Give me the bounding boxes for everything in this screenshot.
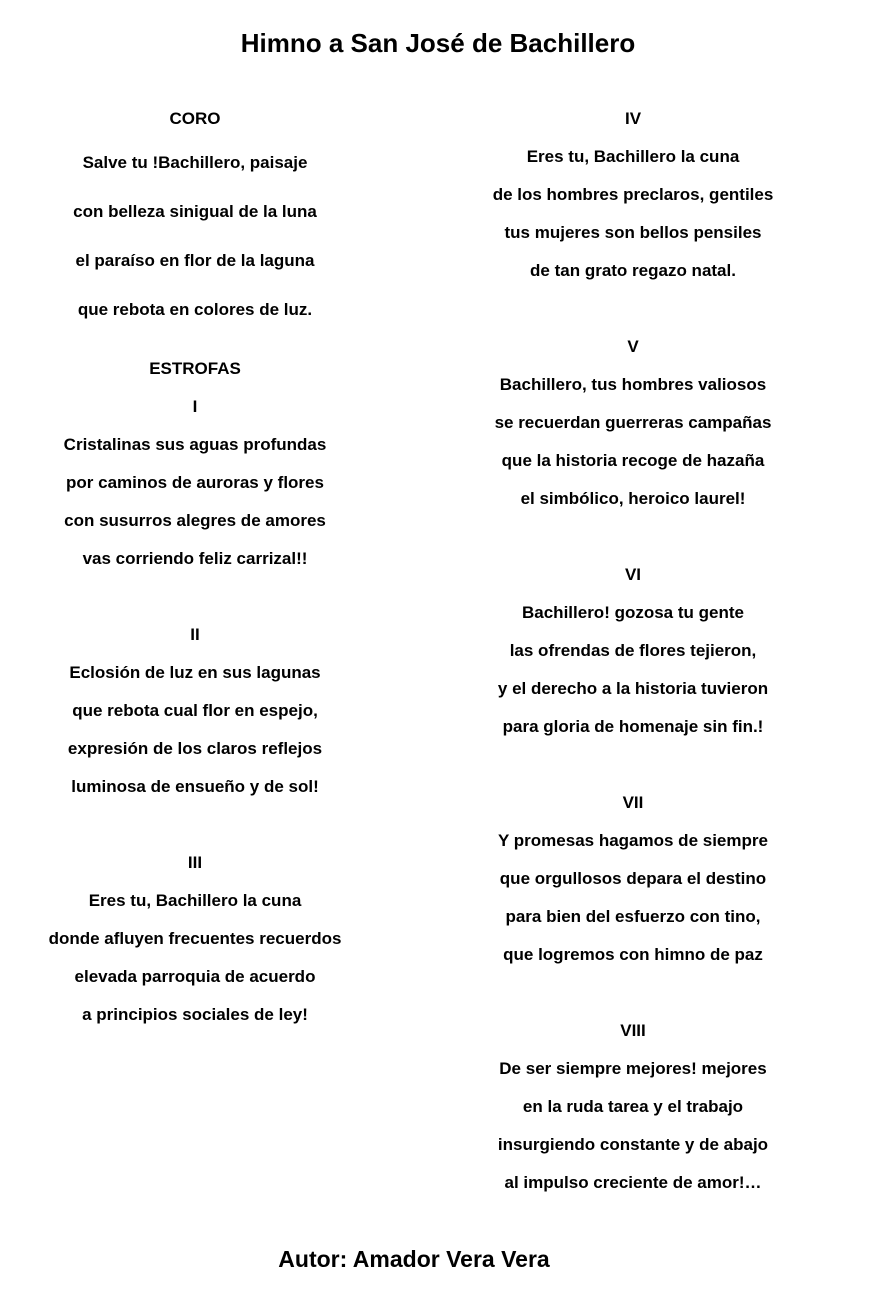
verse-line: se recuerdan guerreras campañas bbox=[494, 413, 772, 432]
verse-line: Y promesas hagamos de siempre bbox=[498, 831, 768, 850]
verse-line: en la ruda tarea y el trabajo bbox=[522, 1097, 744, 1116]
verse-line: tus mujeres son bellos pensiles bbox=[504, 223, 762, 242]
stanza-number: VII bbox=[622, 793, 644, 812]
coro-stanza bbox=[0, 100, 390, 334]
verse-line: y el derecho a la historia tuvieron bbox=[497, 679, 769, 698]
stanza-3 bbox=[0, 844, 390, 1034]
stanza-number: VI bbox=[624, 565, 642, 584]
verse-line: para bien del esfuerzo con tino, bbox=[505, 907, 761, 926]
verse-line: vas corriendo feliz carrizal!! bbox=[82, 549, 308, 568]
verse-line: que rebota cual flor en espejo, bbox=[72, 701, 318, 720]
verse-line: Cristalinas sus aguas profundas bbox=[63, 435, 327, 454]
verse-line: el paraíso en flor de la laguna bbox=[75, 251, 315, 270]
verse-line: que la historia recoge de hazaña bbox=[501, 451, 765, 470]
verse-line: Eclosión de luz en sus lagunas bbox=[69, 663, 321, 682]
verse-line: que orgullosos depara el destino bbox=[499, 869, 767, 888]
verse-line: las ofrendas de flores tejieron, bbox=[509, 641, 757, 660]
right-column bbox=[438, 100, 828, 1202]
verse-line: De ser siempre mejores! mejores bbox=[499, 1059, 767, 1078]
stanza-2 bbox=[0, 616, 390, 806]
verse-line: de los hombres preclaros, gentiles bbox=[492, 185, 774, 204]
stanza-6 bbox=[438, 556, 828, 746]
estrofas-heading: ESTROFAS bbox=[149, 359, 241, 378]
verse-line: para gloria de homenaje sin fin.! bbox=[502, 717, 764, 736]
verse-line: expresión de los claros reflejos bbox=[67, 739, 323, 758]
stanza-number: IV bbox=[624, 109, 642, 128]
stanza-1 bbox=[0, 388, 390, 578]
two-column-layout bbox=[0, 100, 828, 1202]
stanza-number: V bbox=[627, 337, 639, 356]
document-body bbox=[0, 100, 876, 1274]
stanza-7 bbox=[438, 784, 828, 974]
stanza-8 bbox=[438, 1012, 828, 1202]
stanza-5 bbox=[438, 328, 828, 518]
verse-line: que rebota en colores de luz. bbox=[77, 300, 313, 319]
verse-line: Eres tu, Bachillero la cuna bbox=[88, 891, 302, 910]
verse-line: donde afluyen frecuentes recuerdos bbox=[48, 929, 342, 948]
verse-line: Bachillero, tus hombres valiosos bbox=[499, 375, 767, 394]
verse-line: con susurros alegres de amores bbox=[64, 511, 326, 530]
stanza-number: VIII bbox=[620, 1021, 646, 1040]
stanza-number: III bbox=[187, 853, 203, 872]
verse-line: a principios sociales de ley! bbox=[82, 1005, 308, 1024]
document-title: Himno a San José de Bachillero bbox=[240, 28, 636, 58]
verse-line: Eres tu, Bachillero la cuna bbox=[526, 147, 740, 166]
verse-line: de tan grato regazo natal. bbox=[530, 261, 736, 280]
verse-line: insurgiendo constante y de abajo bbox=[497, 1135, 769, 1154]
verse-line: Salve tu !Bachillero, paisaje bbox=[82, 153, 308, 172]
verse-line: elevada parroquia de acuerdo bbox=[74, 967, 316, 986]
verse-line: al impulso creciente de amor!… bbox=[504, 1173, 762, 1192]
verse-line: con belleza sinigual de la luna bbox=[73, 202, 317, 221]
verse-line: por caminos de auroras y flores bbox=[66, 473, 324, 492]
stanza-number: II bbox=[190, 625, 200, 644]
left-column bbox=[0, 100, 390, 1202]
verse-line: que logremos con himno de paz bbox=[503, 945, 763, 964]
stanza-4 bbox=[438, 100, 828, 290]
coro-heading: CORO bbox=[169, 109, 221, 128]
verse-line: luminosa de ensueño y de sol! bbox=[71, 777, 319, 796]
verse-line: el simbólico, heroico laurel! bbox=[520, 489, 746, 508]
author-line: Autor: Amador Vera Vera bbox=[278, 1246, 550, 1272]
stanza-number: I bbox=[192, 397, 198, 416]
verse-line: Bachillero! gozosa tu gente bbox=[522, 603, 744, 622]
